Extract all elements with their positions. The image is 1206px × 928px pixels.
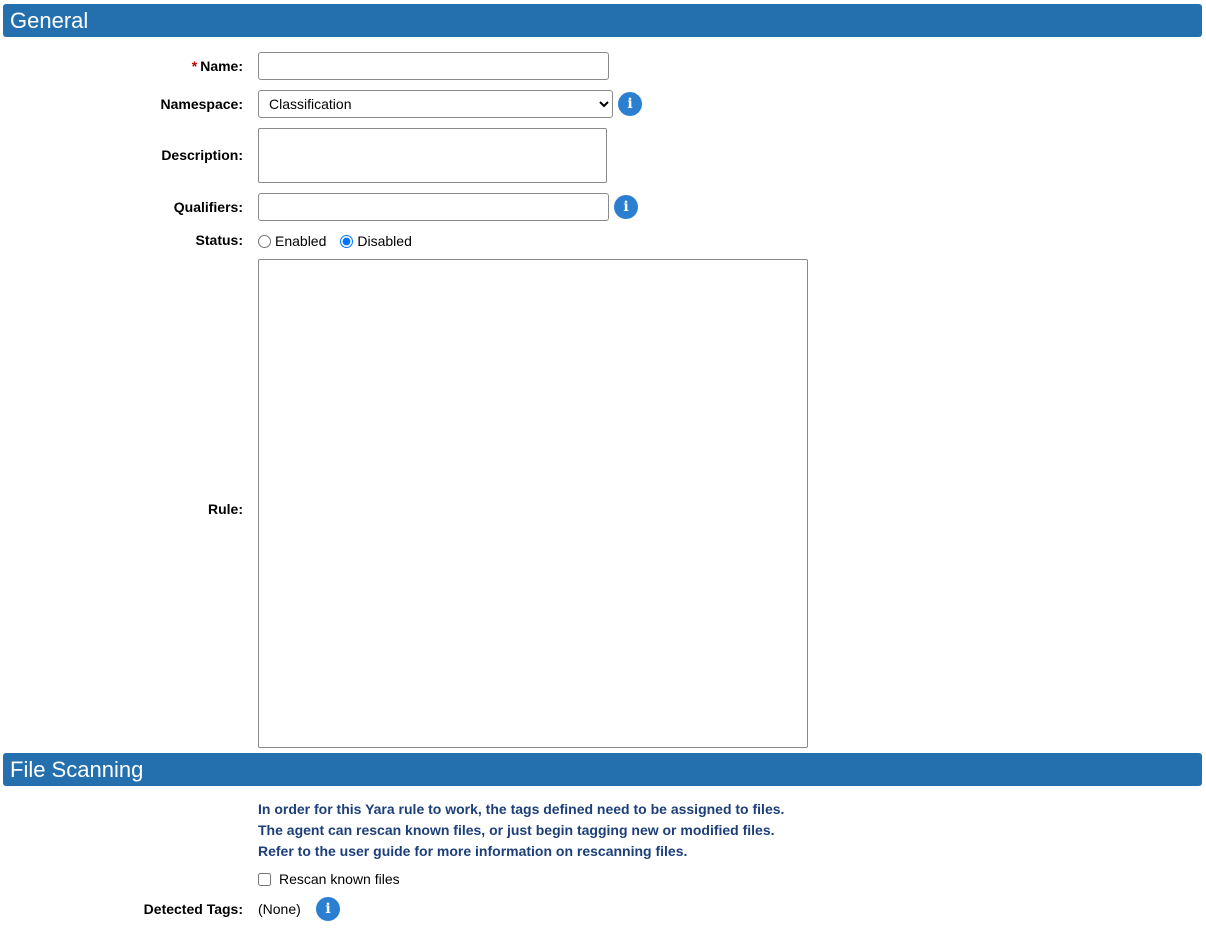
info-icon[interactable]: i (316, 897, 340, 921)
name-input[interactable] (258, 52, 609, 80)
rescan-known-files-option[interactable] (258, 871, 400, 887)
status-disabled-option[interactable] (340, 233, 411, 249)
status-label: Status: (195, 232, 243, 248)
rescan-known-files-checkbox[interactable] (258, 873, 271, 886)
detected-tags-value: (None) (258, 901, 301, 917)
namespace-label: Namespace: (160, 96, 243, 112)
rescan-notice-line: The agent can rescan known files, or just begin tagging new or modified files. (258, 822, 775, 838)
status-radio-group (258, 233, 426, 249)
status-enabled-option[interactable] (258, 233, 326, 249)
qualifiers-input[interactable] (258, 193, 609, 221)
rule-label: Rule: (208, 501, 243, 517)
qualifiers-label: Qualifiers: (173, 199, 243, 215)
rule-textarea[interactable] (258, 259, 808, 748)
general-section-header: General (3, 4, 1202, 37)
rescan-notice-line: Refer to the user guide for more information on rescanning files. (258, 843, 688, 859)
status-enabled-radio[interactable] (258, 235, 271, 248)
info-icon[interactable]: i (614, 195, 638, 219)
description-textarea[interactable] (258, 128, 607, 183)
description-label: Description: (161, 147, 243, 163)
status-disabled-label: Disabled (357, 233, 412, 249)
detected-tags-label: Detected Tags: (143, 901, 243, 917)
file-scanning-section-header: File Scanning (3, 753, 1202, 786)
status-enabled-label: Enabled (275, 233, 327, 249)
status-disabled-radio[interactable] (340, 235, 353, 248)
required-marker: * (191, 58, 198, 74)
rescan-notice-line: In order for this Yara rule to work, the tags defined need to be assigned to files. (258, 801, 785, 817)
info-icon[interactable]: i (618, 92, 642, 116)
name-label: * Name: (191, 58, 243, 74)
namespace-select[interactable] (258, 90, 613, 118)
rescan-known-files-label: Rescan known files (279, 871, 400, 887)
